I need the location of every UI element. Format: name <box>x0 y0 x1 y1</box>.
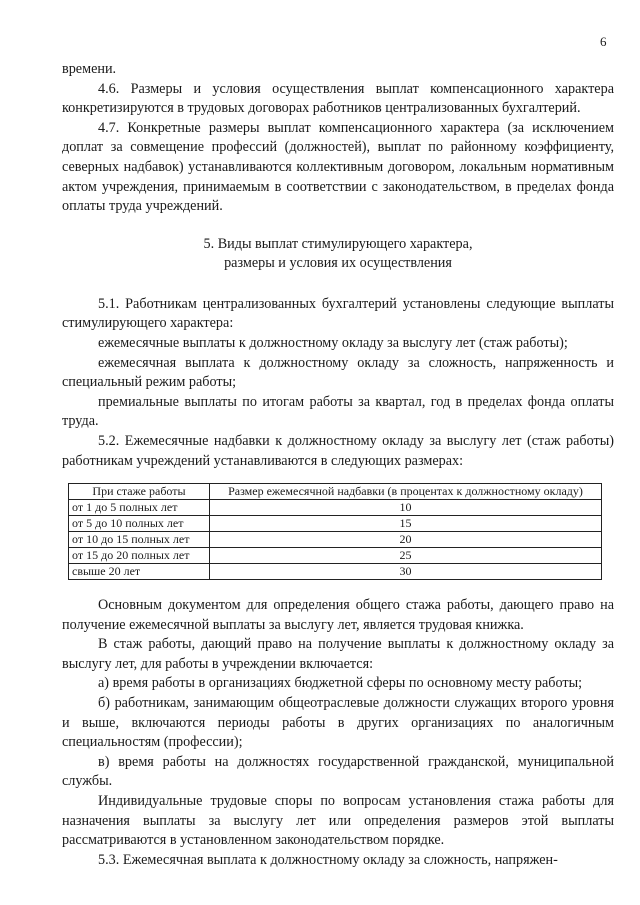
table-cell-seniority: от 10 до 15 полных лет <box>69 532 210 548</box>
table-cell-seniority: от 5 до 10 полных лет <box>69 516 210 532</box>
paragraph-5-1: 5.1. Работникам централизованных бухгалтерий установлены следующие выплаты стимулирующего характера: <box>62 295 614 332</box>
paragraph-continuation: времени. <box>62 61 117 77</box>
table-cell-percent: 25 <box>210 548 602 564</box>
table-cell-seniority: от 1 до 5 полных лет <box>69 500 210 516</box>
section-heading-line-2: размеры и условия их осуществления <box>224 254 452 271</box>
table-cell-percent: 20 <box>210 532 602 548</box>
document-body <box>62 60 614 870</box>
table-row <box>69 500 602 516</box>
table-row <box>69 564 602 580</box>
list-item-seniority: ежемесячные выплаты к должностному окладу за выслугу лет (стаж работы); <box>98 334 568 351</box>
table-cell-percent: 30 <box>210 564 602 580</box>
paragraph-4-6: 4.6. Размеры и условия осуществления выплат компенсационного характера конкретизируются в трудовых договорах работников централизованных бухгалтерий. <box>62 80 614 117</box>
table-row <box>69 532 602 548</box>
table-row <box>69 516 602 532</box>
list-item-b: б) работникам, занимающим общеотраслевые должности служащих второго уровня и выше, включаются периоды работы в других организациях по аналогичным специальностям (профессии); <box>62 695 614 751</box>
paragraph-5-2: 5.2. Ежемесячные надбавки к должностному окладу за выслугу лет (стаж работы) работникам учреждений устанавливаются в следующих размерах: <box>62 432 614 469</box>
table-cell-seniority: свыше 20 лет <box>69 564 210 580</box>
seniority-allowance-table <box>68 483 602 580</box>
list-item-bonus: премиальные выплаты по итогам работы за квартал, год в пределах фонда оплаты труда. <box>62 393 614 430</box>
section-heading-line-1: 5. Виды выплат стимулирующего характера, <box>203 235 473 252</box>
list-item-a: а) время работы в организациях бюджетной сферы по основному месту работы; <box>98 675 583 692</box>
table-header-allowance: Размер ежемесячной надбавки (в процентах к должностному окладу) <box>210 484 602 500</box>
table-header-seniority: При стаже работы <box>69 484 210 500</box>
list-item-complexity: ежемесячная выплата к должностному окладу за сложность, напряженность и специальный режим работы; <box>62 354 614 391</box>
page-number: 6 <box>600 34 607 49</box>
table-cell-percent: 10 <box>210 500 602 516</box>
paragraph-main-document: Основным документом для определения общего стажа работы, дающего право на получение ежемесячной выплаты за выслугу лет, является трудовая книжка. <box>62 597 614 633</box>
section-heading <box>62 235 614 273</box>
table-row <box>69 548 602 564</box>
list-item-c: в) время работы на должностях государственной гражданской, муниципальной службы. <box>62 753 614 790</box>
table-cell-percent: 15 <box>210 516 602 532</box>
table-cell-seniority: от 15 до 20 полных лет <box>69 548 210 564</box>
paragraph-disputes: Индивидуальные трудовые споры по вопросам установления стажа работы для назначения выплаты за выслугу лет или определения размеров этой выплаты рассматриваются в установленном законодательством порядке. <box>62 793 614 849</box>
table-header-row <box>69 484 602 500</box>
paragraph-5-3: 5.3. Ежемесячная выплата к должностному окладу за сложность, напряжен- <box>98 851 558 868</box>
paragraph-4-7: 4.7. Конкретные размеры выплат компенсационного характера (за исключением доплат за совмещение профессий (должностей), выплат по районному коэффициенту, северных надбавок) устанавливаются коллективным договором, локальным нормативным актом учреждения, принимаемым в соответствии с законодательством, в пределах фонда оплаты труда учреждений. <box>62 119 614 215</box>
paragraph-seniority-includes: В стаж работы, дающий право на получение выплаты к должностному окладу за выслугу лет, для работы в учреждении включается: <box>62 636 614 672</box>
